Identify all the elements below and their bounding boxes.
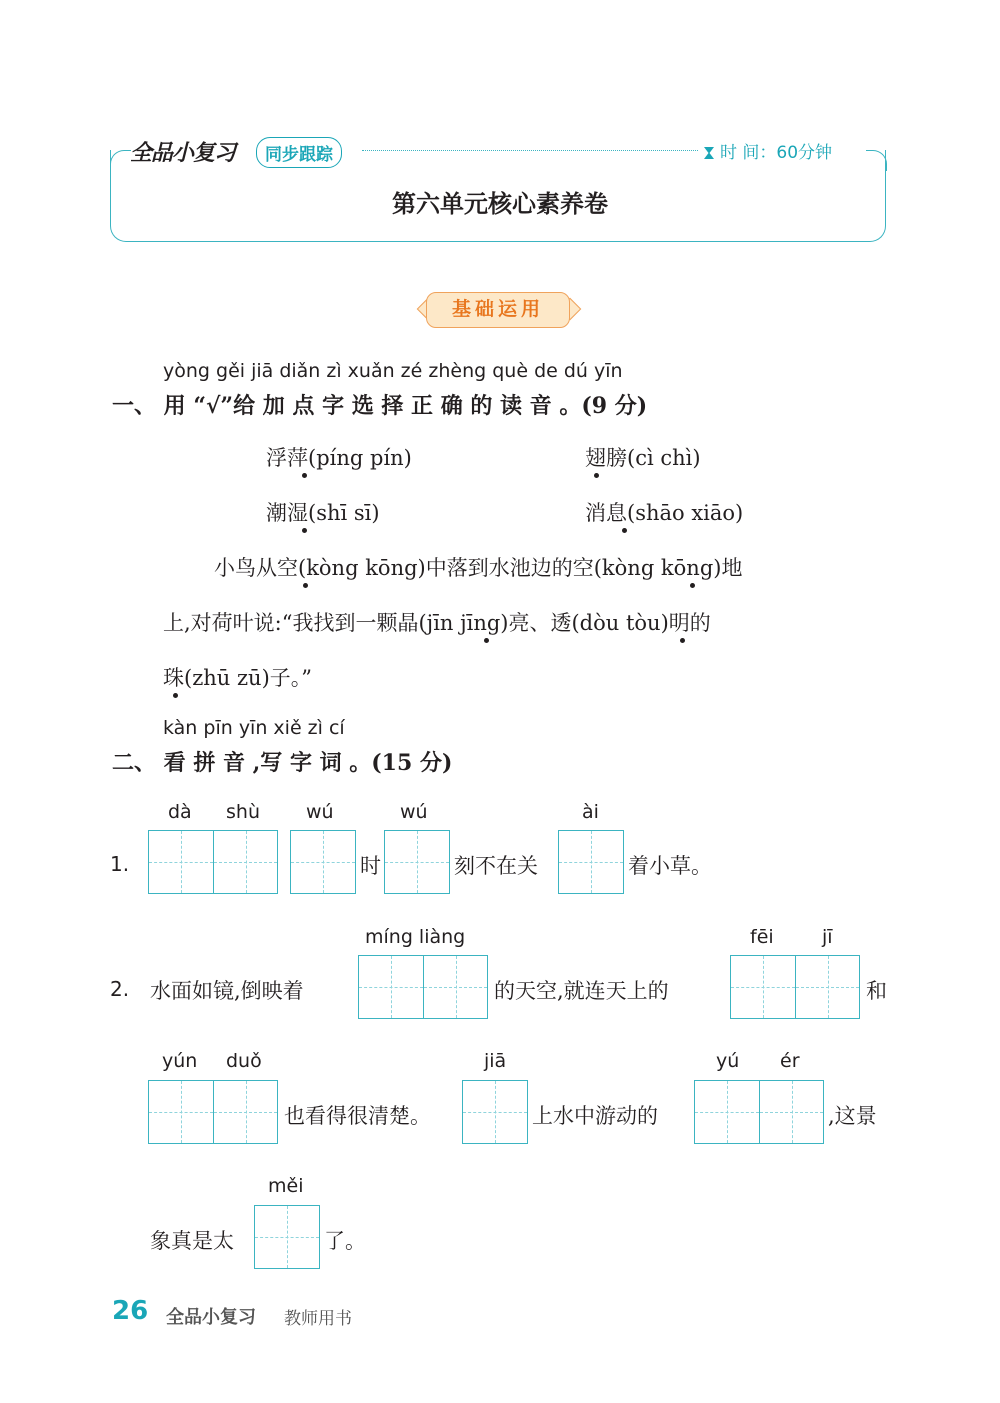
answer-box-dashu[interactable] bbox=[148, 830, 278, 894]
q1-para-line-2: 上,对荷叶说:“我找到一颗晶(jīn jīng)亮、透(dòu tòu)明的 bbox=[163, 611, 711, 635]
footer-subtitle: 教师用书 bbox=[284, 1309, 352, 1329]
q2-s2-text-6: ,这景 bbox=[828, 1104, 877, 1128]
header-corner-left bbox=[110, 150, 131, 171]
pinyin-ai: ài bbox=[582, 801, 599, 823]
q2-s2-text-8: 了。 bbox=[324, 1229, 366, 1253]
pinyin-mei: měi bbox=[268, 1175, 304, 1197]
q2-pinyin: kàn pīn yīn xiě zì cí bbox=[163, 717, 345, 739]
q1-para-line-3: 珠(zhū zū)子。” bbox=[163, 666, 312, 690]
q2-s2-text-5: 上水中游动的 bbox=[532, 1104, 658, 1128]
footer-brand: 全品小复习 bbox=[166, 1307, 256, 1328]
answer-box-yuer[interactable] bbox=[694, 1080, 824, 1144]
time-text: 时 间：60分钟 bbox=[720, 143, 833, 163]
q2-s2-text-3: 和 bbox=[866, 979, 887, 1003]
answer-box-feiji[interactable] bbox=[730, 955, 860, 1019]
answer-box-wu-2[interactable] bbox=[384, 830, 450, 894]
section-badge-label: 基础运用 bbox=[426, 292, 570, 328]
q1-item-4: 消息(shāo xiāo) bbox=[585, 501, 744, 525]
q2-title: 二、 看 拼 音 ,写 字 词 。(15 分) bbox=[112, 750, 453, 776]
q1-para-line-1: 小鸟从空(kòng kōng)中落到水池边的空(kòng kōng)地 bbox=[214, 556, 743, 580]
q1-item-1: 浮萍(píng pín) bbox=[266, 446, 412, 470]
pinyin-duo: duǒ bbox=[226, 1050, 262, 1072]
pinyin-da: dà bbox=[168, 801, 192, 823]
q1-pinyin: yòng gěi jiā diǎn zì xuǎn zé zhèng què de dú yīn bbox=[163, 360, 623, 382]
q2-s2-text-1: 水面如镜,倒映着 bbox=[150, 979, 304, 1003]
section-badge bbox=[418, 290, 578, 332]
q2-item-2-number: 2. bbox=[110, 977, 130, 1001]
hourglass-icon bbox=[704, 147, 714, 159]
q2-s2-text-7: 象真是太 bbox=[150, 1229, 234, 1253]
page-title: 第六单元核心素养卷 bbox=[392, 189, 608, 218]
pinyin-fei: fēi bbox=[750, 926, 774, 948]
pinyin-er: ér bbox=[780, 1050, 800, 1072]
pinyin-ji: jī bbox=[822, 926, 833, 948]
pinyin-wu-1: wú bbox=[306, 801, 334, 823]
q1-title: 一、 用 “√”给 加 点 字 选 择 正 确 的 读 音 。(9 分) bbox=[112, 393, 648, 419]
pinyin-wu-2: wú bbox=[400, 801, 428, 823]
answer-box-mei[interactable] bbox=[254, 1205, 320, 1269]
pinyin-jia: jiā bbox=[484, 1050, 507, 1072]
brand-logo: 全品小复习 bbox=[130, 141, 236, 166]
q1-item-2: 翅膀(cì chì) bbox=[585, 446, 701, 470]
pinyin-yun: yún bbox=[162, 1050, 198, 1072]
q2-s2-text-2: 的天空,就连天上的 bbox=[494, 979, 669, 1003]
pinyin-yu: yú bbox=[716, 1050, 740, 1072]
answer-box-wu-1[interactable] bbox=[290, 830, 356, 894]
header-dotted-line bbox=[362, 150, 698, 151]
pinyin-mingliang: míng liàng bbox=[365, 926, 466, 948]
time-info bbox=[704, 138, 832, 163]
q1-item-3: 潮湿(shī sī) bbox=[266, 501, 380, 525]
q2-s2-text-4: 也看得很清楚。 bbox=[284, 1104, 431, 1128]
sync-badge: 同步跟踪 bbox=[256, 137, 342, 168]
q2-s1-text-1: 时 bbox=[360, 854, 381, 878]
answer-box-yunduo[interactable] bbox=[148, 1080, 278, 1144]
q2-item-1-number: 1. bbox=[110, 852, 130, 876]
page-number: 26 bbox=[112, 1296, 149, 1326]
answer-box-jia[interactable] bbox=[462, 1080, 528, 1144]
answer-box-mingliang[interactable] bbox=[358, 955, 488, 1019]
q2-s1-text-3: 着小草。 bbox=[628, 854, 712, 878]
q2-s1-text-2: 刻不在关 bbox=[454, 854, 538, 878]
answer-box-ai[interactable] bbox=[558, 830, 624, 894]
pinyin-shu: shù bbox=[226, 801, 260, 823]
